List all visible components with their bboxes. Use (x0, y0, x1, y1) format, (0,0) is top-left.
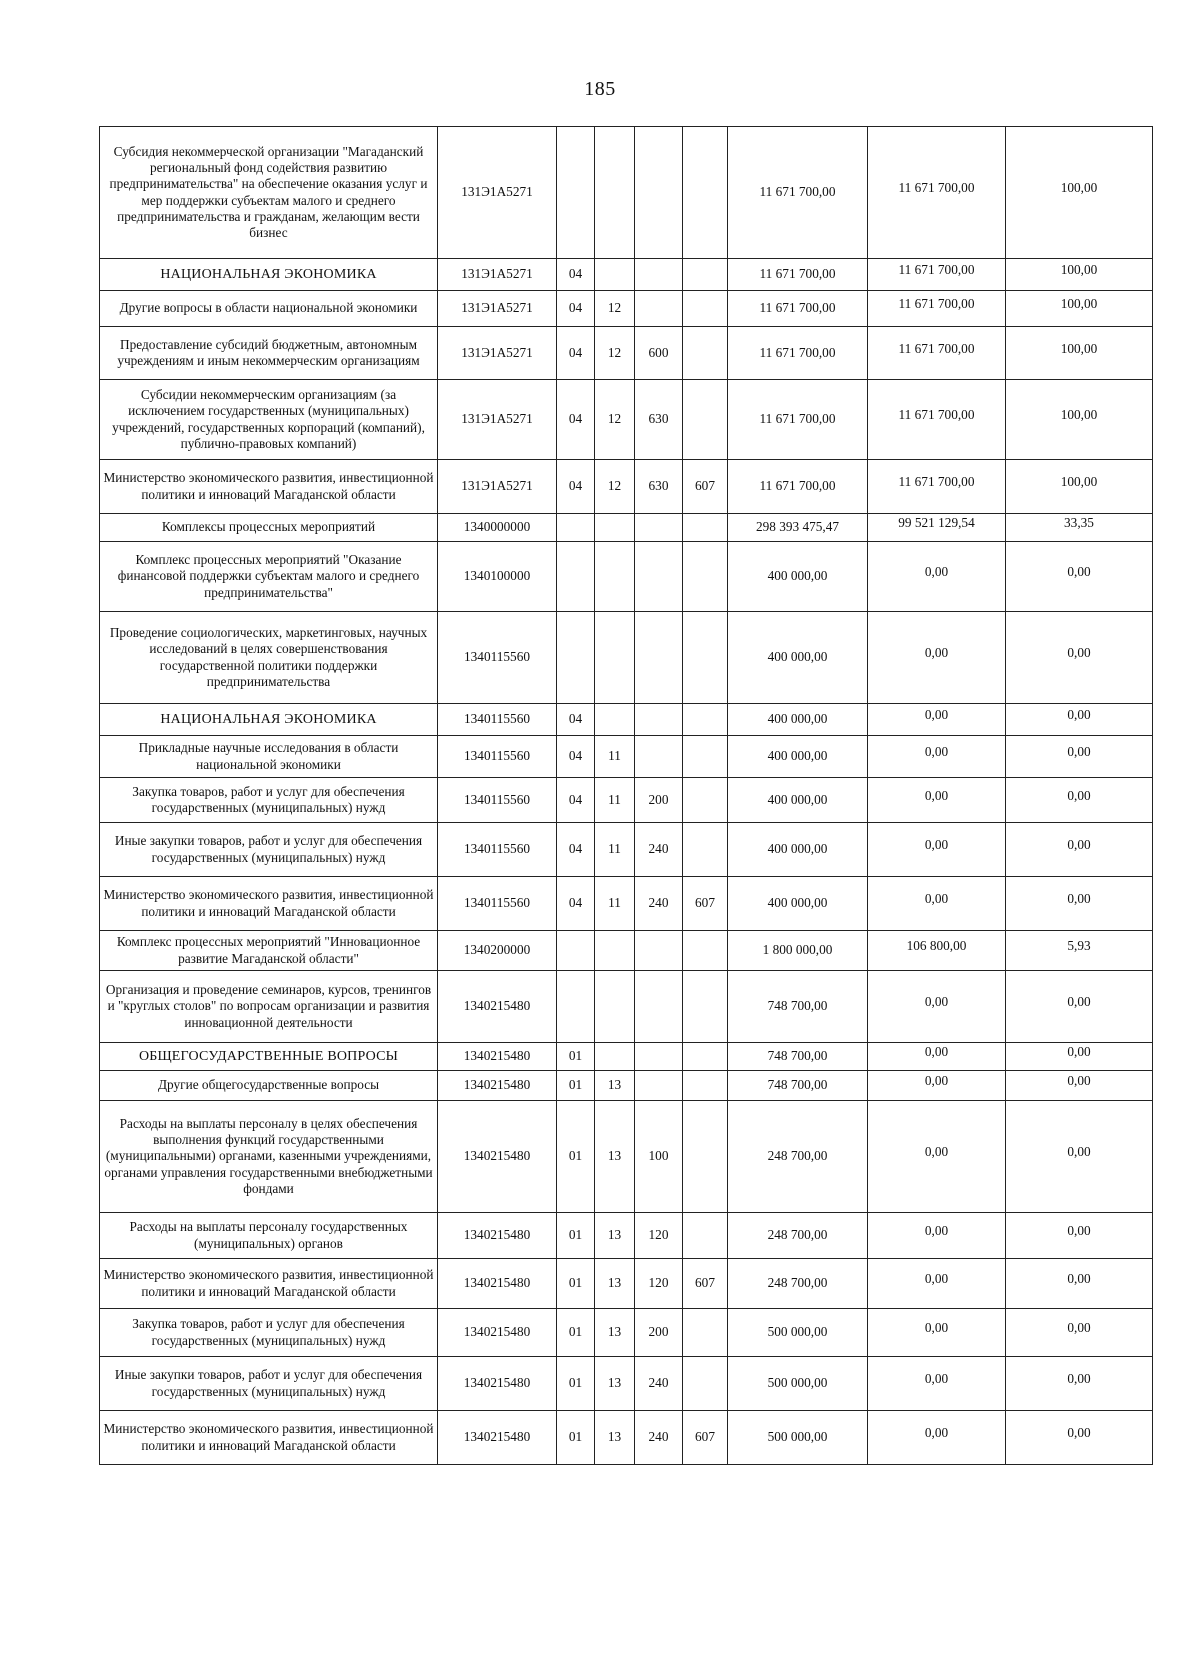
execution-percent-cell (1006, 259, 1153, 291)
expense-type-cell (635, 127, 683, 259)
subsection-cell: 11 (595, 823, 635, 877)
target-article-cell: 1340215480 (438, 1101, 557, 1213)
table-row (100, 1309, 1153, 1357)
target-article-cell: 131Э1А5271 (438, 291, 557, 327)
execution-percent-cell (1006, 542, 1153, 612)
plan-amount-cell: 500 000,00 (728, 1411, 868, 1465)
table-row (100, 1071, 1153, 1101)
execution-percent-cell (1006, 1071, 1153, 1101)
admin-code-cell (683, 327, 728, 380)
admin-code-cell (683, 971, 728, 1043)
executed-amount-cell (868, 736, 1006, 778)
row-name-cell: НАЦИОНАЛЬНАЯ ЭКОНОМИКА (100, 259, 438, 291)
executed-amount-cell (868, 1101, 1006, 1213)
executed-amount-cell (868, 380, 1006, 460)
target-article-cell: 1340000000 (438, 514, 557, 542)
plan-amount-cell: 11 671 700,00 (728, 460, 868, 514)
row-name-cell: Организация и проведение семинаров, курсов, тренингов и "круглых столов" по вопросам организации и развития инновационной деятельности (100, 971, 438, 1043)
table-row (100, 291, 1153, 327)
executed-amount-value: 11 671 700,00 (898, 340, 975, 356)
executed-amount-value: 0,00 (924, 787, 949, 803)
execution-percent-cell (1006, 1309, 1153, 1357)
table-row (100, 877, 1153, 931)
row-name-cell: Министерство экономического развития, инвестиционной политики и инноваций Магаданской области (100, 877, 438, 931)
plan-amount-cell: 400 000,00 (728, 704, 868, 736)
table-row (100, 823, 1153, 877)
expense-type-cell (635, 704, 683, 736)
section-cell: 01 (557, 1411, 595, 1465)
execution-percent-value: 100,00 (1060, 474, 1098, 490)
executed-amount-cell (868, 704, 1006, 736)
executed-amount-value: 0,00 (924, 744, 949, 760)
execution-percent-value: 33,35 (1064, 515, 1094, 531)
executed-amount-value: 11 671 700,00 (898, 180, 975, 196)
execution-percent-cell (1006, 1213, 1153, 1259)
execution-percent-cell (1006, 291, 1153, 327)
row-name-cell: Другие вопросы в области национальной экономики (100, 291, 438, 327)
executed-amount-value: 99 521 129,54 (898, 515, 975, 531)
execution-percent-value: 0,00 (1067, 1320, 1091, 1336)
table-row (100, 971, 1153, 1043)
table-row (100, 1213, 1153, 1259)
execution-percent-cell (1006, 1101, 1153, 1213)
target-article-cell: 1340115560 (438, 736, 557, 778)
plan-amount-cell: 11 671 700,00 (728, 259, 868, 291)
table-row (100, 514, 1153, 542)
section-cell (557, 612, 595, 704)
expense-type-cell (635, 736, 683, 778)
row-name-cell: Расходы на выплаты персоналу в целях обеспечения выполнения функций государственными (муниципальными) органами, казенными учреждениями, органами управления государственными внебюджетными фондами (100, 1101, 438, 1213)
plan-amount-cell: 11 671 700,00 (728, 127, 868, 259)
target-article-cell: 1340215480 (438, 1411, 557, 1465)
admin-code-cell (683, 259, 728, 291)
row-name-cell: Субсидии некоммерческим организациям (за исключением государственных (муниципальных) учреждений, государственных корпораций (компаний), публично-правовых компаний) (100, 380, 438, 460)
execution-percent-value: 0,00 (1067, 744, 1091, 760)
admin-code-cell: 607 (683, 460, 728, 514)
admin-code-cell (683, 380, 728, 460)
admin-code-cell (683, 1213, 728, 1259)
executed-amount-value: 0,00 (924, 994, 949, 1010)
admin-code-cell (683, 1071, 728, 1101)
executed-amount-value: 0,00 (924, 1223, 949, 1239)
executed-amount-cell (868, 1043, 1006, 1071)
section-cell: 01 (557, 1213, 595, 1259)
target-article-cell: 1340115560 (438, 823, 557, 877)
execution-percent-cell (1006, 971, 1153, 1043)
execution-percent-cell (1006, 778, 1153, 823)
row-name-cell: Закупка товаров, работ и услуг для обеспечения государственных (муниципальных) нужд (100, 1309, 438, 1357)
executed-amount-value: 0,00 (924, 1271, 949, 1287)
expense-type-cell: 120 (635, 1259, 683, 1309)
execution-percent-cell (1006, 1259, 1153, 1309)
admin-code-cell: 607 (683, 877, 728, 931)
section-cell: 01 (557, 1101, 595, 1213)
execution-percent-value: 0,00 (1067, 1073, 1091, 1089)
table-row (100, 259, 1153, 291)
executed-amount-value: 0,00 (924, 1425, 949, 1441)
table-row (100, 460, 1153, 514)
section-cell: 04 (557, 736, 595, 778)
executed-amount-cell (868, 612, 1006, 704)
table-row (100, 1411, 1153, 1465)
row-name-cell: Комплексы процессных мероприятий (100, 514, 438, 542)
table-row (100, 1101, 1153, 1213)
execution-percent-value: 0,00 (1067, 891, 1091, 907)
executed-amount-value: 11 671 700,00 (898, 262, 975, 278)
executed-amount-cell (868, 514, 1006, 542)
subsection-cell: 13 (595, 1357, 635, 1411)
table-row (100, 704, 1153, 736)
plan-amount-cell: 248 700,00 (728, 1259, 868, 1309)
execution-percent-cell (1006, 736, 1153, 778)
subsection-cell: 13 (595, 1101, 635, 1213)
execution-percent-cell (1006, 612, 1153, 704)
row-name-cell: Субсидия некоммерческой организации "Магаданский региональный фонд содействия развитию предпринимательства" на обеспечение оказания услуг и мер поддержки субъектам малого и среднего предпринимательства и гражданам, желающим вести бизнес (100, 127, 438, 259)
execution-percent-value: 0,00 (1067, 1425, 1091, 1441)
subsection-cell: 13 (595, 1213, 635, 1259)
executed-amount-cell (868, 127, 1006, 259)
executed-amount-cell (868, 1259, 1006, 1309)
target-article-cell: 131Э1А5271 (438, 127, 557, 259)
execution-percent-cell (1006, 1411, 1153, 1465)
admin-code-cell (683, 1357, 728, 1411)
row-name-cell: Иные закупки товаров, работ и услуг для обеспечения государственных (муниципальных) нужд (100, 1357, 438, 1411)
execution-percent-cell (1006, 1357, 1153, 1411)
subsection-cell: 12 (595, 327, 635, 380)
section-cell: 01 (557, 1259, 595, 1309)
target-article-cell: 1340115560 (438, 778, 557, 823)
execution-percent-cell (1006, 704, 1153, 736)
executed-amount-value: 0,00 (924, 1371, 949, 1387)
subsection-cell: 13 (595, 1309, 635, 1357)
execution-percent-cell (1006, 877, 1153, 931)
expense-type-cell: 240 (635, 1411, 683, 1465)
row-name-cell: Предоставление субсидий бюджетным, автономным учреждениям и иным некоммерческим организациям (100, 327, 438, 380)
subsection-cell (595, 704, 635, 736)
expense-type-cell: 630 (635, 380, 683, 460)
table-row (100, 612, 1153, 704)
executed-amount-value: 0,00 (924, 891, 949, 907)
plan-amount-cell: 400 000,00 (728, 612, 868, 704)
admin-code-cell (683, 823, 728, 877)
target-article-cell: 1340215480 (438, 1309, 557, 1357)
plan-amount-cell: 400 000,00 (728, 778, 868, 823)
plan-amount-cell: 748 700,00 (728, 1071, 868, 1101)
section-cell: 04 (557, 778, 595, 823)
expense-type-cell (635, 612, 683, 704)
admin-code-cell (683, 736, 728, 778)
target-article-cell: 1340215480 (438, 971, 557, 1043)
row-name-cell: Комплекс процессных мероприятий "Оказание финансовой поддержки субъектам малого и среднего предпринимательства" (100, 542, 438, 612)
execution-percent-cell (1006, 327, 1153, 380)
row-name-cell: Другие общегосударственные вопросы (100, 1071, 438, 1101)
expense-type-cell (635, 971, 683, 1043)
executed-amount-value: 0,00 (924, 1073, 949, 1089)
admin-code-cell (683, 778, 728, 823)
expense-type-cell (635, 931, 683, 971)
plan-amount-cell: 1 800 000,00 (728, 931, 868, 971)
row-name-cell: Прикладные научные исследования в области национальной экономики (100, 736, 438, 778)
row-name-cell: Комплекс процессных мероприятий "Инновационное развитие Магаданской области" (100, 931, 438, 971)
section-cell: 04 (557, 823, 595, 877)
target-article-cell: 131Э1А5271 (438, 380, 557, 460)
section-cell: 04 (557, 291, 595, 327)
target-article-cell: 131Э1А5271 (438, 460, 557, 514)
execution-percent-value: 5,93 (1067, 938, 1091, 954)
executed-amount-value: 0,00 (924, 564, 949, 580)
table-row (100, 127, 1153, 259)
admin-code-cell (683, 127, 728, 259)
section-cell (557, 514, 595, 542)
subsection-cell: 11 (595, 778, 635, 823)
row-name-cell: Иные закупки товаров, работ и услуг для обеспечения государственных (муниципальных) нужд (100, 823, 438, 877)
executed-amount-value: 106 800,00 (906, 938, 967, 954)
section-cell: 04 (557, 877, 595, 931)
subsection-cell: 13 (595, 1411, 635, 1465)
target-article-cell: 1340115560 (438, 877, 557, 931)
section-cell: 01 (557, 1309, 595, 1357)
admin-code-cell (683, 1101, 728, 1213)
subsection-cell: 12 (595, 380, 635, 460)
executed-amount-cell (868, 259, 1006, 291)
target-article-cell: 1340215480 (438, 1259, 557, 1309)
section-cell: 01 (557, 1043, 595, 1071)
section-cell: 01 (557, 1357, 595, 1411)
executed-amount-cell (868, 1213, 1006, 1259)
subsection-cell: 11 (595, 877, 635, 931)
section-cell: 04 (557, 327, 595, 380)
expense-type-cell: 200 (635, 778, 683, 823)
section-cell: 01 (557, 1071, 595, 1101)
row-name-cell: Министерство экономического развития, инвестиционной политики и инноваций Магаданской области (100, 460, 438, 514)
subsection-cell: 11 (595, 736, 635, 778)
plan-amount-cell: 248 700,00 (728, 1213, 868, 1259)
subsection-cell: 12 (595, 460, 635, 514)
expense-type-cell: 120 (635, 1213, 683, 1259)
table-row (100, 380, 1153, 460)
table-row (100, 1357, 1153, 1411)
row-name-cell: Министерство экономического развития, инвестиционной политики и инноваций Магаданской области (100, 1411, 438, 1465)
executed-amount-cell (868, 778, 1006, 823)
executed-amount-cell (868, 1411, 1006, 1465)
executed-amount-value: 11 671 700,00 (898, 474, 975, 490)
target-article-cell: 1340215480 (438, 1213, 557, 1259)
plan-amount-cell: 500 000,00 (728, 1357, 868, 1411)
admin-code-cell (683, 931, 728, 971)
section-cell (557, 542, 595, 612)
execution-percent-cell (1006, 380, 1153, 460)
execution-percent-cell (1006, 460, 1153, 514)
plan-amount-cell: 298 393 475,47 (728, 514, 868, 542)
row-name-cell: ОБЩЕГОСУДАРСТВЕННЫЕ ВОПРОСЫ (100, 1043, 438, 1071)
admin-code-cell (683, 1309, 728, 1357)
table-body (100, 127, 1153, 1465)
section-cell (557, 127, 595, 259)
admin-code-cell (683, 1043, 728, 1071)
subsection-cell (595, 514, 635, 542)
execution-percent-cell (1006, 931, 1153, 971)
page-number: 185 (584, 78, 616, 100)
execution-percent-value: 0,00 (1067, 707, 1091, 723)
executed-amount-cell (868, 971, 1006, 1043)
expense-type-cell (635, 1043, 683, 1071)
subsection-cell (595, 1043, 635, 1071)
expense-type-cell (635, 291, 683, 327)
executed-amount-value: 0,00 (924, 837, 949, 853)
table-row (100, 736, 1153, 778)
section-cell (557, 931, 595, 971)
expense-type-cell (635, 259, 683, 291)
target-article-cell: 1340215480 (438, 1071, 557, 1101)
plan-amount-cell: 748 700,00 (728, 971, 868, 1043)
admin-code-cell (683, 612, 728, 704)
subsection-cell: 13 (595, 1259, 635, 1309)
executed-amount-cell (868, 931, 1006, 971)
target-article-cell: 1340200000 (438, 931, 557, 971)
executed-amount-value: 0,00 (924, 1044, 949, 1060)
expense-type-cell: 200 (635, 1309, 683, 1357)
subsection-cell (595, 127, 635, 259)
target-article-cell: 1340100000 (438, 542, 557, 612)
table-row (100, 542, 1153, 612)
plan-amount-cell: 400 000,00 (728, 542, 868, 612)
section-cell: 04 (557, 380, 595, 460)
plan-amount-cell: 400 000,00 (728, 736, 868, 778)
admin-code-cell: 607 (683, 1411, 728, 1465)
execution-percent-value: 0,00 (1067, 994, 1091, 1010)
section-cell (557, 971, 595, 1043)
subsection-cell: 13 (595, 1071, 635, 1101)
execution-percent-value: 0,00 (1067, 1271, 1091, 1287)
executed-amount-value: 0,00 (924, 1144, 949, 1160)
subsection-cell (595, 931, 635, 971)
plan-amount-cell: 400 000,00 (728, 823, 868, 877)
target-article-cell: 1340115560 (438, 612, 557, 704)
budget-table (99, 126, 1153, 1465)
executed-amount-cell (868, 327, 1006, 380)
table-row (100, 327, 1153, 380)
executed-amount-cell (868, 1071, 1006, 1101)
subsection-cell: 12 (595, 291, 635, 327)
admin-code-cell: 607 (683, 1259, 728, 1309)
table-row (100, 1043, 1153, 1071)
admin-code-cell (683, 514, 728, 542)
plan-amount-cell: 11 671 700,00 (728, 380, 868, 460)
execution-percent-value: 0,00 (1067, 1223, 1091, 1239)
executed-amount-value: 0,00 (924, 645, 949, 661)
table-row (100, 931, 1153, 971)
expense-type-cell: 600 (635, 327, 683, 380)
execution-percent-value: 0,00 (1067, 645, 1091, 661)
plan-amount-cell: 500 000,00 (728, 1309, 868, 1357)
target-article-cell: 1340215480 (438, 1043, 557, 1071)
expense-type-cell (635, 542, 683, 612)
execution-percent-value: 0,00 (1067, 1144, 1091, 1160)
plan-amount-cell: 400 000,00 (728, 877, 868, 931)
execution-percent-cell (1006, 127, 1153, 259)
executed-amount-cell (868, 542, 1006, 612)
executed-amount-cell (868, 823, 1006, 877)
execution-percent-value: 0,00 (1067, 1371, 1091, 1387)
execution-percent-value: 0,00 (1067, 837, 1091, 853)
target-article-cell: 131Э1А5271 (438, 327, 557, 380)
subsection-cell (595, 971, 635, 1043)
executed-amount-cell (868, 877, 1006, 931)
execution-percent-cell (1006, 514, 1153, 542)
execution-percent-value: 100,00 (1060, 340, 1098, 356)
subsection-cell (595, 612, 635, 704)
expense-type-cell (635, 514, 683, 542)
execution-percent-value: 100,00 (1060, 407, 1098, 423)
executed-amount-value: 0,00 (924, 1320, 949, 1336)
target-article-cell: 131Э1А5271 (438, 259, 557, 291)
expense-type-cell (635, 1071, 683, 1101)
plan-amount-cell: 248 700,00 (728, 1101, 868, 1213)
execution-percent-value: 100,00 (1060, 262, 1098, 278)
expense-type-cell: 100 (635, 1101, 683, 1213)
plan-amount-cell: 11 671 700,00 (728, 327, 868, 380)
expense-type-cell: 240 (635, 877, 683, 931)
table-row (100, 1259, 1153, 1309)
executed-amount-value: 0,00 (924, 707, 949, 723)
section-cell: 04 (557, 704, 595, 736)
row-name-cell: Министерство экономического развития, инвестиционной политики и инноваций Магаданской области (100, 1259, 438, 1309)
executed-amount-cell (868, 1309, 1006, 1357)
section-cell: 04 (557, 259, 595, 291)
expense-type-cell: 630 (635, 460, 683, 514)
executed-amount-value: 11 671 700,00 (898, 296, 975, 312)
expense-type-cell: 240 (635, 1357, 683, 1411)
execution-percent-value: 0,00 (1067, 1044, 1091, 1060)
execution-percent-cell (1006, 1043, 1153, 1071)
admin-code-cell (683, 542, 728, 612)
executed-amount-cell (868, 1357, 1006, 1411)
execution-percent-value: 100,00 (1060, 180, 1098, 196)
row-name-cell: Закупка товаров, работ и услуг для обеспечения государственных (муниципальных) нужд (100, 778, 438, 823)
subsection-cell (595, 259, 635, 291)
execution-percent-value: 100,00 (1060, 296, 1098, 312)
subsection-cell (595, 542, 635, 612)
execution-percent-cell (1006, 823, 1153, 877)
table-row (100, 778, 1153, 823)
plan-amount-cell: 748 700,00 (728, 1043, 868, 1071)
executed-amount-value: 11 671 700,00 (898, 407, 975, 423)
section-cell: 04 (557, 460, 595, 514)
plan-amount-cell: 11 671 700,00 (728, 291, 868, 327)
target-article-cell: 1340215480 (438, 1357, 557, 1411)
row-name-cell: Проведение социологических, маркетинговых, научных исследований в целях совершенствования государственной политики поддержки предпринимательства (100, 612, 438, 704)
execution-percent-value: 0,00 (1067, 787, 1091, 803)
executed-amount-cell (868, 460, 1006, 514)
row-name-cell: Расходы на выплаты персоналу государственных (муниципальных) органов (100, 1213, 438, 1259)
executed-amount-cell (868, 291, 1006, 327)
target-article-cell: 1340115560 (438, 704, 557, 736)
execution-percent-value: 0,00 (1067, 564, 1091, 580)
admin-code-cell (683, 704, 728, 736)
expense-type-cell: 240 (635, 823, 683, 877)
row-name-cell: НАЦИОНАЛЬНАЯ ЭКОНОМИКА (100, 704, 438, 736)
admin-code-cell (683, 291, 728, 327)
